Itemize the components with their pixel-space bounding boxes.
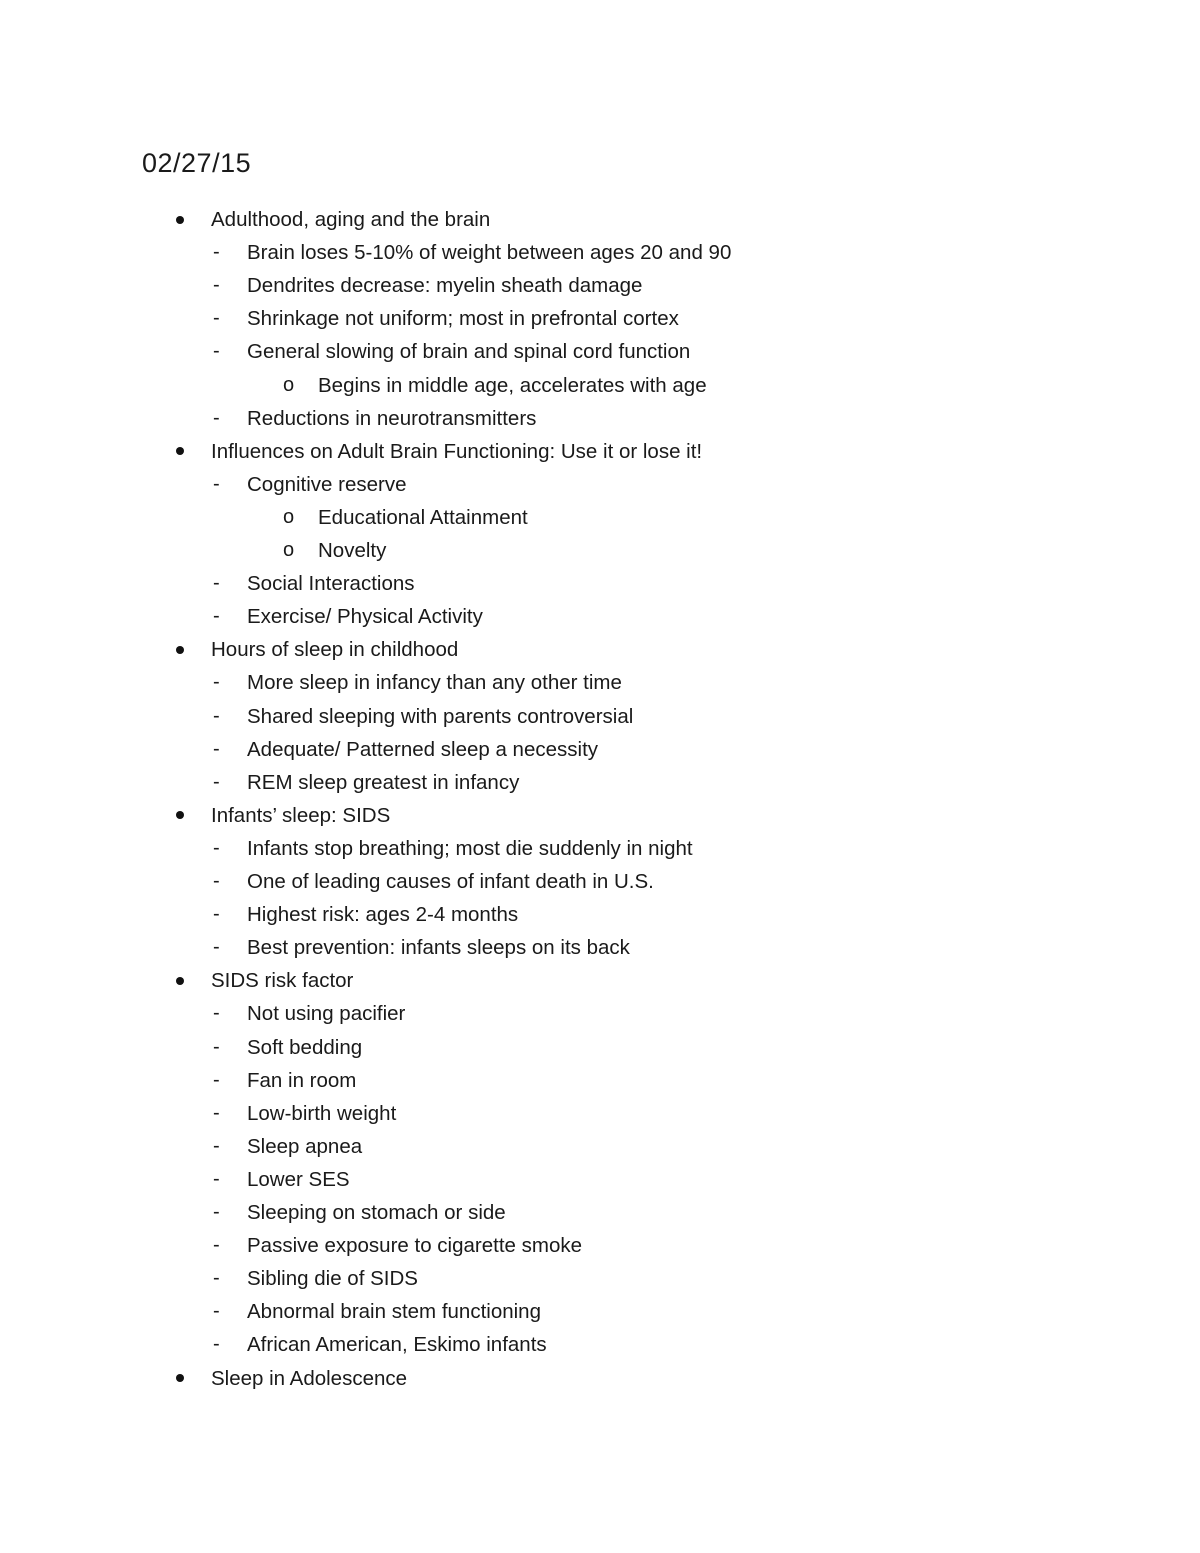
dash-marker: -	[213, 1267, 220, 1290]
outline-text: Hours of sleep in childhood	[211, 638, 459, 662]
dash-marker: -	[213, 1002, 220, 1025]
circle-marker: o	[283, 539, 295, 561]
outline-text: Reductions in neurotransmitters	[247, 406, 537, 430]
outline-text: One of leading causes of infant death in U.S.	[247, 870, 654, 893]
outline-text: Infants stop breathing; most die suddenly in night	[247, 836, 693, 860]
dash-marker: -	[213, 1333, 220, 1356]
dash-marker: -	[213, 671, 220, 694]
dash-marker: -	[213, 903, 220, 926]
outline-text: Dendrites decrease: myelin sheath damage	[247, 274, 643, 298]
outline-text: Not using pacifier	[247, 1002, 406, 1026]
dash-marker: -	[213, 274, 220, 297]
dash-marker: -	[213, 1300, 220, 1323]
outline-text: Adequate/ Patterned sleep a necessity	[247, 737, 599, 761]
circle-marker: o	[283, 505, 295, 528]
dash-marker: -	[213, 704, 220, 727]
dash-marker: -	[213, 241, 220, 264]
outline-text: Sleeping on stomach or side	[247, 1201, 506, 1224]
outline-text: Educational Attainment	[318, 505, 528, 529]
outline-text: Begins in middle age, accelerates with age	[318, 373, 707, 397]
dash-marker: -	[213, 406, 220, 429]
dash-marker: -	[213, 572, 220, 595]
dash-marker: -	[213, 1101, 220, 1124]
outline-text: Sibling die of SIDS	[247, 1267, 418, 1291]
dash-marker: -	[213, 770, 220, 793]
outline-text: Infants’ sleep: SIDS	[211, 803, 391, 827]
outline-text: Shared sleeping with parents controversial	[247, 704, 634, 728]
dash-marker: -	[213, 936, 220, 959]
outline-text: Cognitive reserve	[247, 472, 407, 496]
dash-marker: -	[213, 1167, 220, 1190]
dash-marker: -	[213, 605, 220, 628]
dash-marker: -	[213, 737, 220, 760]
bullet-icon	[176, 646, 184, 654]
outline-text: Low-birth weight	[247, 1101, 397, 1125]
bullet-icon	[176, 216, 184, 224]
outline-text: Lower SES	[247, 1167, 350, 1191]
outline-text: Brain loses 5-10% of weight between ages 20 and 90	[247, 241, 732, 265]
outline-text: Exercise/ Physical Activity	[247, 605, 483, 629]
outline-text: Highest risk: ages 2-4 months	[247, 903, 519, 927]
outline-text: Novelty	[318, 539, 387, 562]
outline-text: African American, Eskimo infants	[247, 1333, 547, 1357]
dash-marker: -	[213, 307, 220, 330]
dash-marker: -	[213, 1035, 220, 1058]
dash-marker: -	[213, 340, 220, 363]
outline-text: REM sleep greatest in infancy	[247, 770, 520, 794]
dash-marker: -	[213, 1234, 220, 1257]
outline-text: General slowing of brain and spinal cord function	[247, 340, 691, 364]
outline-text: Adulthood, aging and the brain	[211, 208, 491, 231]
dash-marker: -	[213, 1201, 220, 1223]
outline-text: Shrinkage not uniform; most in prefrontal cortex	[247, 307, 679, 331]
dash-marker: -	[213, 836, 220, 859]
document-date: 02/27/15	[142, 148, 252, 178]
dash-marker: -	[213, 1134, 220, 1157]
outline-text: Abnormal brain stem functioning	[247, 1300, 541, 1324]
bullet-icon	[176, 811, 184, 819]
outline-text: Best prevention: infants sleeps on its back	[247, 936, 630, 960]
bullet-icon	[176, 977, 184, 985]
dash-marker: -	[213, 472, 220, 495]
outline-text: Fan in room	[247, 1068, 357, 1092]
dash-marker: -	[213, 870, 220, 892]
circle-marker: o	[283, 373, 295, 396]
outline-text: Soft bedding	[247, 1035, 363, 1059]
outline-text: Sleep apnea	[247, 1134, 363, 1158]
bullet-icon	[176, 447, 184, 455]
outline-text: More sleep in infancy than any other time	[247, 671, 622, 695]
outline-text: Influences on Adult Brain Functioning: Use it or lose it!	[211, 439, 703, 463]
bullet-icon	[176, 1374, 184, 1382]
outline-text: Social Interactions	[247, 572, 415, 596]
outline-text: SIDS risk factor	[211, 969, 354, 993]
dash-marker: -	[213, 1068, 220, 1091]
outline-text: Sleep in Adolescence	[211, 1366, 408, 1390]
outline-text: Passive exposure to cigarette smoke	[247, 1234, 582, 1258]
